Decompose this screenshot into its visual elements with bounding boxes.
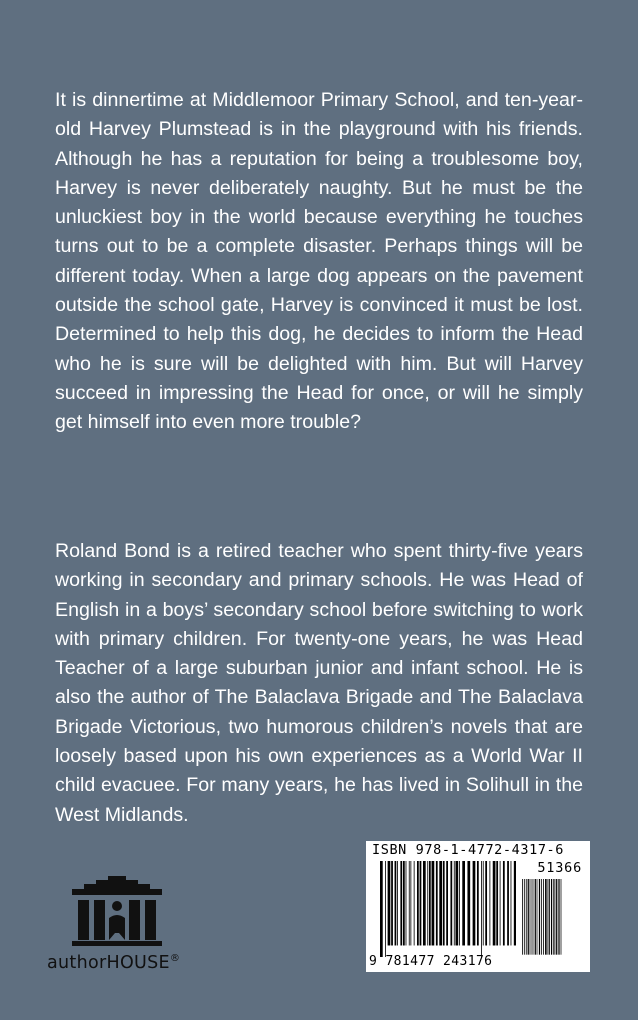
authorhouse-logo-icon (70, 876, 164, 946)
synopsis-paragraph: It is dinnertime at Middlemoor Primary School, and ten-year-old Harvey Plumstead is in the playground with his friends. Although he has a reputation for being a troublesome boy, Harvey is never deliberately naughty. But he must be the unluckiest boy in the world because everything he touches turns out to be a complete disaster. Perhaps things will be different today. When a large dog appears on the pavement outside the school gate, Harvey is convinced it must be lost. Determined to help this dog, he decides to inform the Head who he is sure will be delighted with him. But will Harvey succeed in impressing the Head for once, or will he simply get himself into even more trouble? (55, 89, 583, 434)
publisher-name-part2: HOUSE (106, 953, 170, 973)
publisher-name-part1: author (47, 953, 107, 973)
barcode-bars-icon (380, 861, 516, 957)
isbn-label: ISBN 978-1-4772-4317-6 (372, 842, 565, 858)
publisher-name (47, 953, 180, 973)
isbn-barcode (366, 841, 590, 972)
barcode-addon-bars-icon (522, 879, 584, 965)
price-code: 51366 (537, 860, 582, 876)
isbn-digits: 9 781477 243176 (369, 954, 493, 969)
registered-mark: ® (169, 953, 181, 964)
author-bio-paragraph: Roland Bond is a retired teacher who spent thirty-five years working in secondary and primary schools. He was Head of English in a boys’ secondary school before switching to work with primary children. For twenty-one years, he was Head Teacher of a large suburban junior and infant school. He is also the author of The Balaclava Brigade and The Balaclava Brigade Victorious, two humorous children’s novels that are loosely based upon his own experiences as a World War II child evacuee. For many years, he has lived in Solihull in the West Midlands. (55, 540, 583, 826)
